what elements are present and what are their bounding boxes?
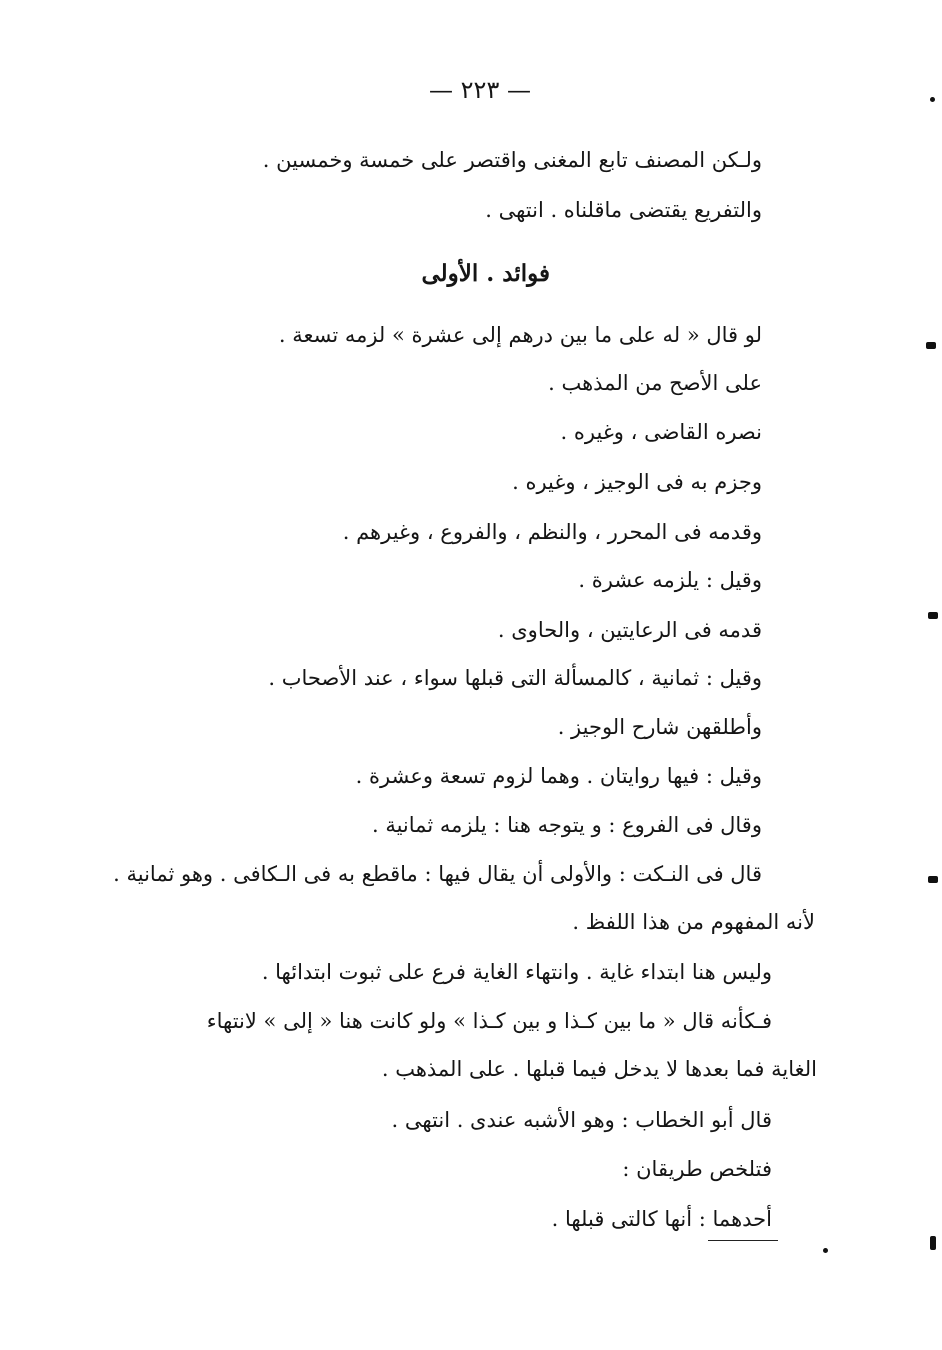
text-line-19: قال أبو الخطاب : وهو الأشبه عندى . انتهى .: [391, 1108, 772, 1132]
margin-dot: [930, 97, 935, 102]
text-line-21: أحدهما : أنها كالتى قبلها .: [551, 1207, 772, 1231]
text-line-9: قدمه فى الرعايتين ، والحاوى .: [497, 618, 762, 642]
text-line-12: وقيل : فيها روايتان . وهما لزوم تسعة وعشرة .: [355, 764, 762, 788]
text-line-4: على الأصح من المذهب .: [548, 371, 762, 395]
text-line-6: وجزم به فى الوجيز ، وغيره .: [512, 470, 762, 494]
text-line-20: فتلخص طريقان :: [622, 1157, 772, 1181]
margin-mark: [928, 612, 938, 619]
margin-mark: [930, 1236, 936, 1250]
page-number: — ٢٢٣ —: [429, 76, 531, 104]
text-line-14: قال فى النـكت : والأولى أن يقال فيها : ماقطع به فى الـكافى . وهو ثمانية .: [113, 862, 762, 886]
text-line-18: الغاية فما بعدها لا يدخل فيما قبلها . على المذهب .: [381, 1057, 817, 1081]
text-line-15: لأنه المفهوم من هذا اللفظ .: [572, 910, 815, 934]
text-line-16: وليس هنا ابتداء غاية . وانتهاء الغاية فرع على ثبوت ابتدائها .: [261, 960, 772, 984]
section-heading: فوائد . الأولى: [421, 260, 550, 287]
margin-mark: [928, 876, 938, 883]
text-line-2: والتفريع يقتضى ماقلناه . انتهى .: [485, 198, 762, 222]
text-line-17: فـكأنه قال « ما بين كـذا و بين كـذا » ولو كانت هنا « إلى » لانتهاء: [206, 1009, 772, 1033]
text-line-1: ولـكن المصنف تابع المغنى واقتصر على خمسة وخمسين .: [262, 148, 762, 172]
margin-mark: [926, 342, 936, 349]
margin-dot: [823, 1248, 828, 1253]
heading-underline: [708, 1240, 778, 1241]
text-line-8: وقيل : يلزمه عشرة .: [578, 568, 762, 592]
text-line-5: نصره القاضى ، وغيره .: [560, 420, 762, 444]
text-line-13: وقال فى الفروع : و يتوجه هنا : يلزمه ثمانية .: [371, 813, 762, 837]
text-line-3: لو قال « له على ما بين درهم إلى عشرة » لزمه تسعة .: [278, 323, 762, 347]
text-line-7: وقدمه فى المحرر ، والنظم ، والفروع ، وغيرهم .: [342, 520, 762, 544]
text-line-11: وأطلقهن شارح الوجيز .: [557, 715, 762, 739]
text-line-10: وقيل : ثمانية ، كالمسألة التى قبلها سواء ، عند الأصحاب .: [268, 666, 762, 690]
